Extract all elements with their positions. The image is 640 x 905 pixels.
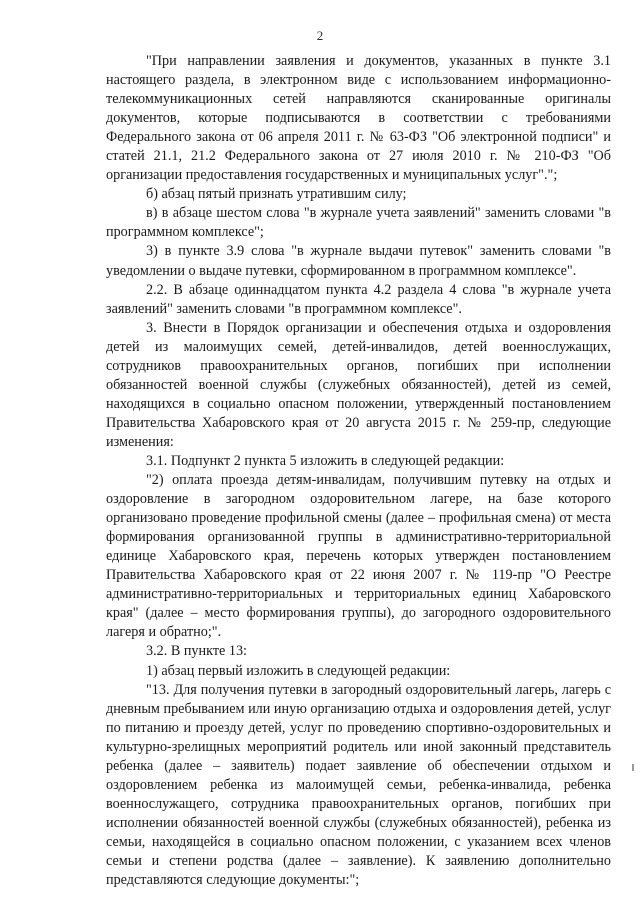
paragraph-2-2: 2.2. В абзаце одиннадцатом пункта 4.2 раздела 4 слова "в журнале учета заявлений" заменить словами "в программном комплексе". (106, 281, 611, 317)
document-body (106, 52, 611, 890)
paragraph-3-amend-procedure: 3. Внести в Порядок организации и обеспечения отдыха и оздоровления детей из малоимущих семей, детей-инвалидов, детей военнослужащих, сотрудников правоохранительных органов, погибших при исполнении обязанностей военной службы (служебных обязанностей), детей из семей, находящихся в социально опасном положении, утвержденный постановлением Правительства Хабаровского края от 20 августа 2015 г. № 259-пр, следующие изменения: (106, 319, 611, 450)
paragraph-point-13-text: "13. Для получения путевки в загородный оздоровительный лагерь, лагерь с дневным пребыванием или иную организацию отдыха и оздоровления детей, услуг по питанию и проезду детей, услуг по проведению спортивно-оздоровительных и культурно-зрелищных мероприятий родитель или иной законный представитель ребенка (далее – заявитель) подает заявление об обеспечении отдыхом и оздоровлением ребенка из малоимущей семьи, ребенка-инвалида, ребенка военнослужащего, сотрудника правоохранительных органов, погибших при исполнении обязанностей военной службы (служебных обязанностей), ребенка из семьи, находящейся в социально опасном положении, с указанием всех членов семьи и степени родства (далее – заявление). К заявлению дополнительно представляются следующие документы:"; (106, 681, 611, 889)
page-number: 2 (316, 28, 324, 43)
paragraph-3-2: 3.2. В пункте 13: (146, 643, 247, 660)
paragraph-clause-v: в) в абзаце шестом слова "в журнале учета заявлений" заменить словами "в программном комплексе"; (106, 205, 611, 241)
paragraph-point-3-9: 3) в пункте 3.9 слова "в журнале выдачи путевок" заменить словами "в уведомлении о выдаче путевки, сформированном в программном комплексе". (106, 243, 611, 279)
scan-edge-mark (632, 764, 634, 771)
paragraph-clause-b: б) абзац пятый признать утратившим силу; (146, 186, 407, 203)
paragraph-3-1: 3.1. Подпункт 2 пункта 5 изложить в следующей редакции: (146, 452, 505, 469)
paragraph-3-2-1: 1) абзац первый изложить в следующей редакции: (146, 662, 451, 679)
paragraph-3-1-text: "2) оплата проезда детям-инвалидам, получившим путевку на отдых и оздоровление в загородном оздоровительном лагере, на базе которого организовано проведение профильной смены (далее – профильная смена) от места формирования организованной группы в административно-территориальной единице Хабаровского края, перечень которых утвержден постановлением Правительства Хабаровского края от 22 июня 2007 г. № 119-пр "О Реестре административно-территориальных и территориальных единиц Хабаровского края" (далее – место формирования группы), до загородного оздоровительного лагеря и обратно;". (106, 472, 611, 641)
paragraph-electronic-submission: "При направлении заявления и документов, указанных в пункте 3.1 настоящего раздела, в электронном виде с использованием информационно-телекоммуникационных сетей направляются сканированные оригиналы документов, которые подписываются в соответствии с требованиями Федерального закона от 06 апреля 2011 г. № 63-ФЗ "Об электронной подписи" и статей 21.1, 21.2 Федерального закона от 27 июля 2010 г. № 210-ФЗ "Об организации предоставления государственных и муниципальных услуг"."; (106, 53, 611, 184)
